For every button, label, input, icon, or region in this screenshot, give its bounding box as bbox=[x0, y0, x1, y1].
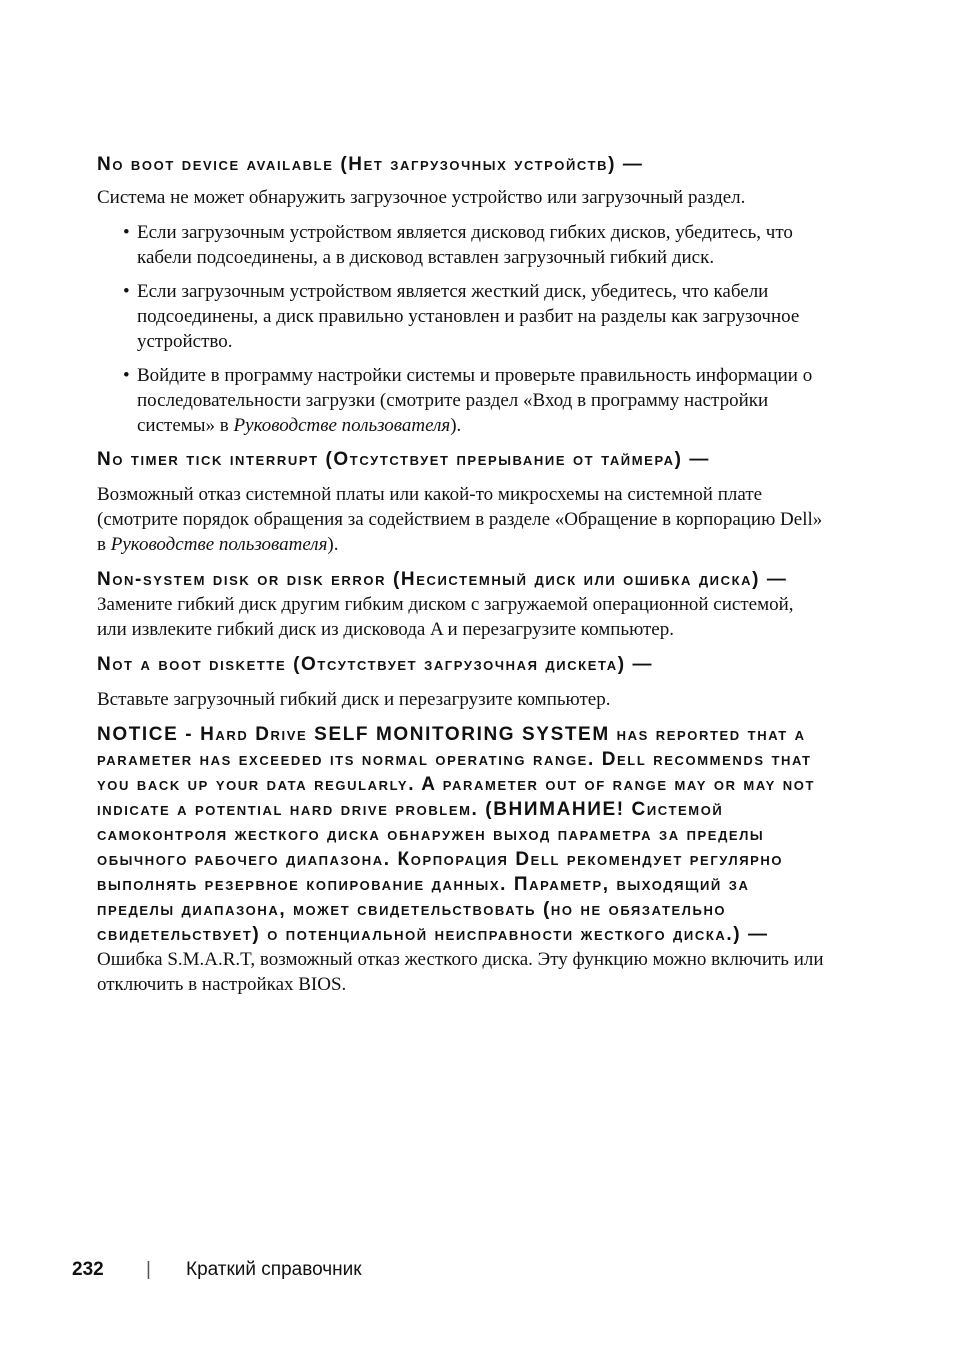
heading-no-boot-device: No boot device available (Нет загрузочных устройств) — bbox=[97, 154, 644, 175]
heading-not-boot-diskette: Not a boot diskette (Отсутствует загрузочная дискета) — bbox=[97, 654, 654, 675]
heading-no-timer-tick: No timer tick interrupt (Отсутствует прерывание от таймера) — bbox=[97, 449, 710, 470]
heading-notice-hard-drive: NOTICE - Hard Drive SELF MONITORING SYSTEM has reported that a parameter has exceeded its normal operating range. Dell recommends that you back up your data regularly. A parameter out of range may or may not indicate a potential hard drive problem. (ВНИМАНИЕ! Системой самоконтроля жесткого диска обнаружен выход параметра за пределы обычного рабочего диапазона. Корпорация Dell рекомендует регулярно выполнять резервное копирование данных. Параметр, выходящий за пределы диапазона, может свидетельствовать (но не обязательно свидетельствует) о потенциальной неисправности жесткого диска.) — bbox=[97, 724, 816, 945]
paragraph-no-timer-tick: Возможный отказ системной платы или какой-то микросхемы на системной плате (смотрите порядок обращения за содействием в разделе «Обращение в корпорацию Dell» в Руководстве пользователя). bbox=[97, 484, 823, 555]
bullet-icon: • bbox=[123, 365, 130, 386]
bullet-icon: • bbox=[123, 222, 130, 243]
list-item: • Если загрузочным устройством является жесткий диск, убедитесь, что кабели подсоединены, а диск правильно установлен и разбит на разделы как загрузочное устройство. bbox=[123, 281, 800, 352]
bullet-list bbox=[97, 220, 825, 438]
footer-separator: | bbox=[146, 1259, 151, 1280]
book-title: Руководстве пользователя bbox=[233, 415, 451, 436]
page-number: 232 bbox=[72, 1259, 104, 1280]
heading-non-system-disk: Non-system disk or disk error (Несистемный диск или ошибка диска) — bbox=[97, 569, 788, 590]
list-item: • Войдите в программу настройки системы и проверьте правильность информации о последовательности загрузки (смотрите раздел «Вход в программу настройки системы» в Руководстве пользователя). bbox=[123, 365, 813, 436]
bullet-icon: • bbox=[123, 281, 130, 302]
paragraph-no-boot-device: Система не может обнаружить загрузочное устройство или загрузочный раздел. bbox=[97, 187, 746, 208]
footer-title: Краткий справочник bbox=[186, 1259, 362, 1280]
paragraph-not-boot-diskette: Вставьте загрузочный гибкий диск и перезагрузите компьютер. bbox=[97, 689, 611, 710]
paragraph-non-system-disk: Non-system disk or disk error (Несистемный диск или ошибка диска) — Замените гибкий диск другим гибким диском с загружаемой операционной системой, или извлеките гибкий диск из дисковода A и перезагрузите компьютер. bbox=[97, 569, 794, 640]
page-footer bbox=[72, 1258, 362, 1282]
book-title: Руководстве пользователя bbox=[110, 534, 328, 555]
list-item: • Если загрузочным устройством является дисковод гибких дисков, убедитесь, что кабели подсоединены, а в дисковод вставлен загрузочный гибкий диск. bbox=[123, 222, 793, 268]
paragraph-notice-hard-drive: NOTICE - Hard Drive SELF MONITORING SYSTEM has reported that a parameter has exceeded its normal operating range. Dell recommends that you back up your data regularly. A parameter out of range may or may not indicate a potential hard drive problem. (ВНИМАНИЕ! Системой самоконтроля жесткого диска обнаружен выход параметра за пределы обычного рабочего диапазона. Корпорация Dell рекомендует регулярно выполнять резервное копирование данных. Параметр, выходящий за пределы диапазона, может свидетельствовать (но не обязательно свидетельствует) о потенциальной неисправности жесткого диска.) — Ошибка S.M.A.R.T, возможный отказ жесткого диска. Эту функцию можно включить или отключить в настройках BIOS. bbox=[97, 724, 824, 995]
page-content bbox=[97, 152, 825, 997]
